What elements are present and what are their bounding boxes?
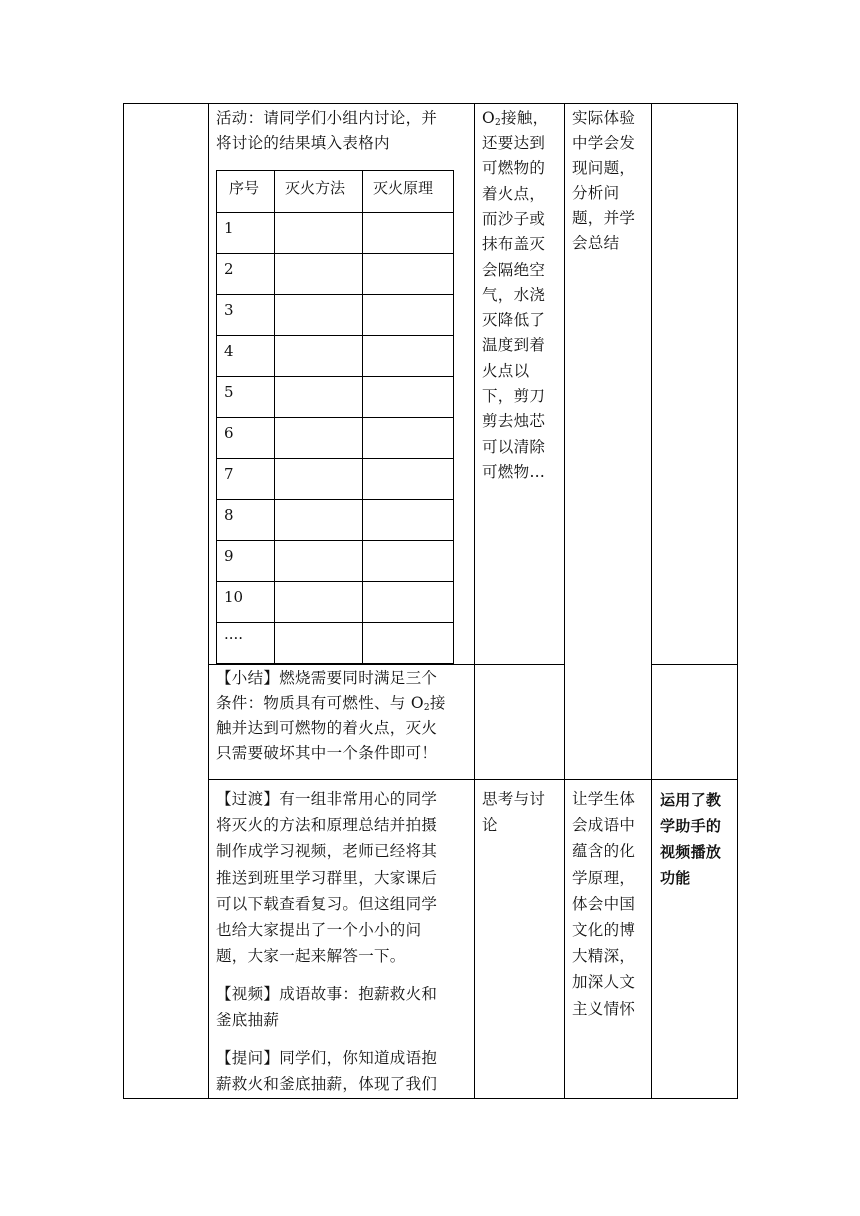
text-line: 【提问】同学们，你知道成语抱 (216, 1049, 438, 1067)
text-line: 主义情怀 (572, 999, 636, 1018)
text-line: 温度到着 (482, 336, 546, 355)
inner-table-row-number: 7 (224, 465, 234, 483)
text-line: 现问题， (572, 159, 636, 177)
inner-table-col-border (453, 170, 454, 664)
inner-table-col-border (216, 170, 217, 664)
text-line: 大精深， (572, 947, 636, 966)
text-line: 实际体验 (572, 109, 636, 127)
text-line: 题，大家一起来解答一下。 (216, 947, 406, 966)
inner-table-col-border (274, 170, 275, 664)
inner-table-header: 序号 (229, 179, 260, 197)
text-line: 加深人文 (572, 973, 636, 992)
text-line: 【视频】成语故事：抱薪救火和 (216, 985, 438, 1003)
text-line: 体会中国 (572, 894, 636, 913)
o2-subscript: 2 (495, 118, 502, 128)
text-line: 让学生体 (572, 790, 636, 808)
text-line: 分析问 (572, 184, 620, 202)
text-line: 蕴含的化 (572, 842, 636, 861)
inner-table-row-border (216, 294, 454, 295)
table-col-5 (737, 103, 738, 1099)
text-line: 着火点， (482, 184, 546, 203)
text-line: 论 (482, 816, 498, 834)
inner-table-row-number: 8 (224, 506, 234, 524)
inner-table-row-number: 1 (224, 219, 234, 237)
text-line: 下，剪刀 (482, 387, 546, 405)
inner-table-row-number: 3 (224, 301, 234, 319)
summary-line: 触并达到可燃物的着火点，灭火 (216, 719, 438, 737)
text-line: 功能 (660, 869, 691, 887)
inner-table-row-number: 6 (224, 424, 234, 442)
table-border-bottom (123, 1098, 738, 1099)
inner-table-row-number: 9 (224, 547, 234, 565)
summary-line: 【小结】燃烧需要同时满足三个 (216, 669, 438, 687)
text-line: 剪去烛芯 (482, 412, 546, 431)
text-line: 气，水浇 (482, 285, 546, 304)
text-line: 推送到班里学习群里，大家课后 (216, 868, 438, 887)
text-line: 中学会发 (572, 134, 636, 152)
table-col-0 (123, 103, 124, 1099)
activity-line: 将讨论的结果填入表格内 (216, 134, 390, 152)
inner-table-row-border (216, 253, 454, 254)
text-line: 可以清除 (482, 437, 546, 456)
text-line: 可燃物的 (482, 159, 546, 178)
table-border-top (123, 103, 738, 104)
inner-table-border (216, 170, 454, 171)
text-line: 抹布盖灭 (482, 235, 546, 254)
text-line: 会隔绝空 (482, 260, 546, 279)
table-col-1 (208, 103, 209, 1099)
text-line: 薪救火和釜底抽薪，体现了我们 (216, 1075, 438, 1093)
text-line: 而沙子或 (482, 209, 546, 228)
text-line: 可燃物… (482, 462, 546, 481)
text-line: 火点以 (482, 361, 530, 380)
text-line: 视频播放 (660, 843, 722, 861)
inner-table-row-border (216, 376, 454, 377)
text-line: 题，并学 (572, 209, 636, 227)
inner-table-row-border (216, 581, 454, 582)
text-line: 学原理， (572, 868, 636, 887)
text-line: 可以下载查看复习。但这组同学 (216, 894, 438, 913)
inner-table-row-border (216, 663, 454, 664)
table-col-4 (651, 103, 652, 1099)
inner-table-row-number: 2 (224, 260, 234, 278)
text-line: 【过渡】有一组非常用心的同学 (216, 790, 438, 808)
student-line-text: 接触， (501, 109, 549, 127)
text-line: 会成语中 (572, 816, 636, 835)
text-line: 灭降低了 (482, 311, 546, 330)
activity-line: 活动：请同学们小组内讨论，并 (216, 109, 438, 127)
o2-symbol: O (482, 109, 496, 127)
inner-table-row-border (216, 417, 454, 418)
table-border-row2-right (651, 664, 738, 665)
inner-table-header: 灭火原理 (373, 179, 434, 197)
text-line: 也给大家提出了一个小小的问 (216, 921, 422, 939)
inner-table-header: 灭火方法 (285, 179, 346, 197)
text-line: 釜底抽薪 (216, 1011, 280, 1029)
inner-table-row-border (216, 540, 454, 541)
inner-table-row-border (216, 622, 454, 623)
table-col-3 (564, 103, 565, 1099)
inner-table-row-number: 10 (224, 588, 244, 606)
table-border-row2 (209, 664, 565, 665)
text-line: 还要达到 (482, 134, 546, 152)
inner-table-header-border (216, 212, 454, 213)
inner-table-row-border (216, 335, 454, 336)
text-line: 将灭火的方法和原理总结并拍摄 (216, 816, 438, 835)
inner-table-row-number: 5 (224, 383, 234, 401)
inner-table-col-border (362, 170, 363, 664)
summary-line-end: 接 (429, 694, 446, 712)
text-line: 思考与讨 (482, 790, 546, 808)
o2-subscript: 2 (423, 703, 430, 713)
summary-line: 只需要破坏其中一个条件即可！ (216, 744, 438, 762)
text-line: 会总结 (572, 234, 620, 252)
text-line: 文化的博 (572, 921, 636, 939)
text-line: 学助手的 (660, 817, 722, 835)
text-line: 运用了教 (660, 791, 722, 809)
inner-table-row-number: 4 (224, 342, 234, 360)
text-line: 制作成学习视频，老师已经将其 (216, 842, 438, 861)
summary-line-text: 条件：物质具有可燃性、与 O (216, 694, 424, 712)
inner-table-row-border (216, 458, 454, 459)
table-col-2 (474, 103, 475, 1099)
inner-table-row-number: ···· (224, 629, 244, 647)
inner-table-row-border (216, 499, 454, 500)
